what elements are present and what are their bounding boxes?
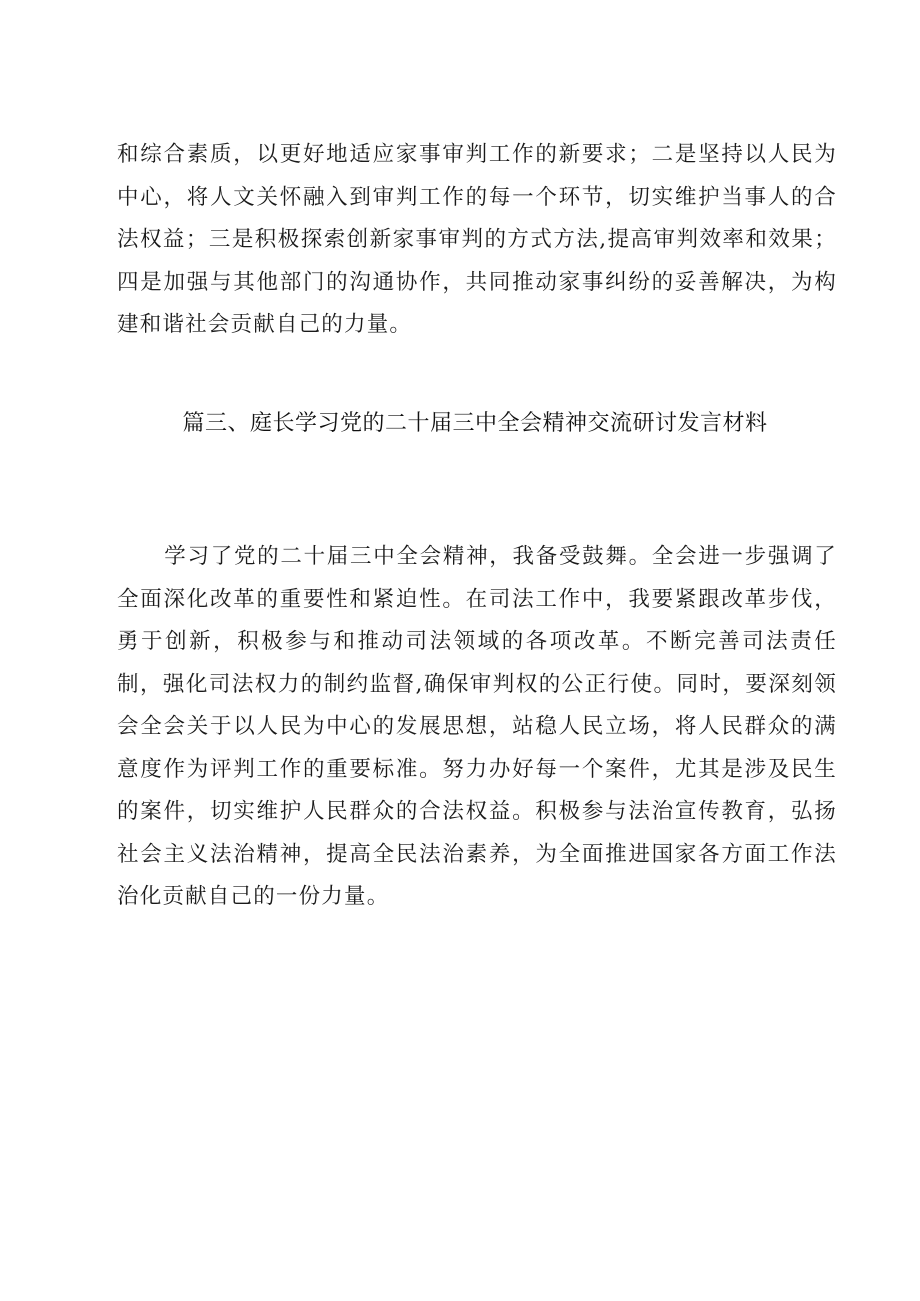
section-title: 篇三、庭长学习党的二十届三中全会精神交流研讨发言材料 [182, 411, 768, 436]
paragraph-body: 学习了党的二十届三中全会精神，我备受鼓舞。全会进一步强调了全面深化改革的重要性和紧迫性。在司法工作中，我要紧跟改革步伐，勇于创新，积极参与和推动司法领域的各项改革。不断完善司法责任制，强化司法权力的制约监督,确保审判权的公正行使。同时，要深刻领会全会关于以人民为中心的发展思想，站稳人民立场，将人民群众的满意度作为评判工作的重要标准。努力办好每一个案件，尤其是涉及民生的案件，切实维护人民群众的合法权益。积极参与法治宣传教育，弘扬社会主义法治精神，提高全民法治素养，为全面推进国家各方面工作法治化贡献自己的一份力量。 [117, 544, 837, 909]
paragraph-continued: 和综合素质，以更好地适应家事审判工作的新要求；二是坚持以人民为中心，将人文关怀融入到审判工作的每一个环节，切实维护当事人的合法权益；三是积极探索创新家事审判的方式方法,提高审判效率和效果；四是加强与其他部门的沟通协作，共同推动家事纠纷的妥善解决，为构建和谐社会贡献自己的力量。 [117, 142, 837, 337]
